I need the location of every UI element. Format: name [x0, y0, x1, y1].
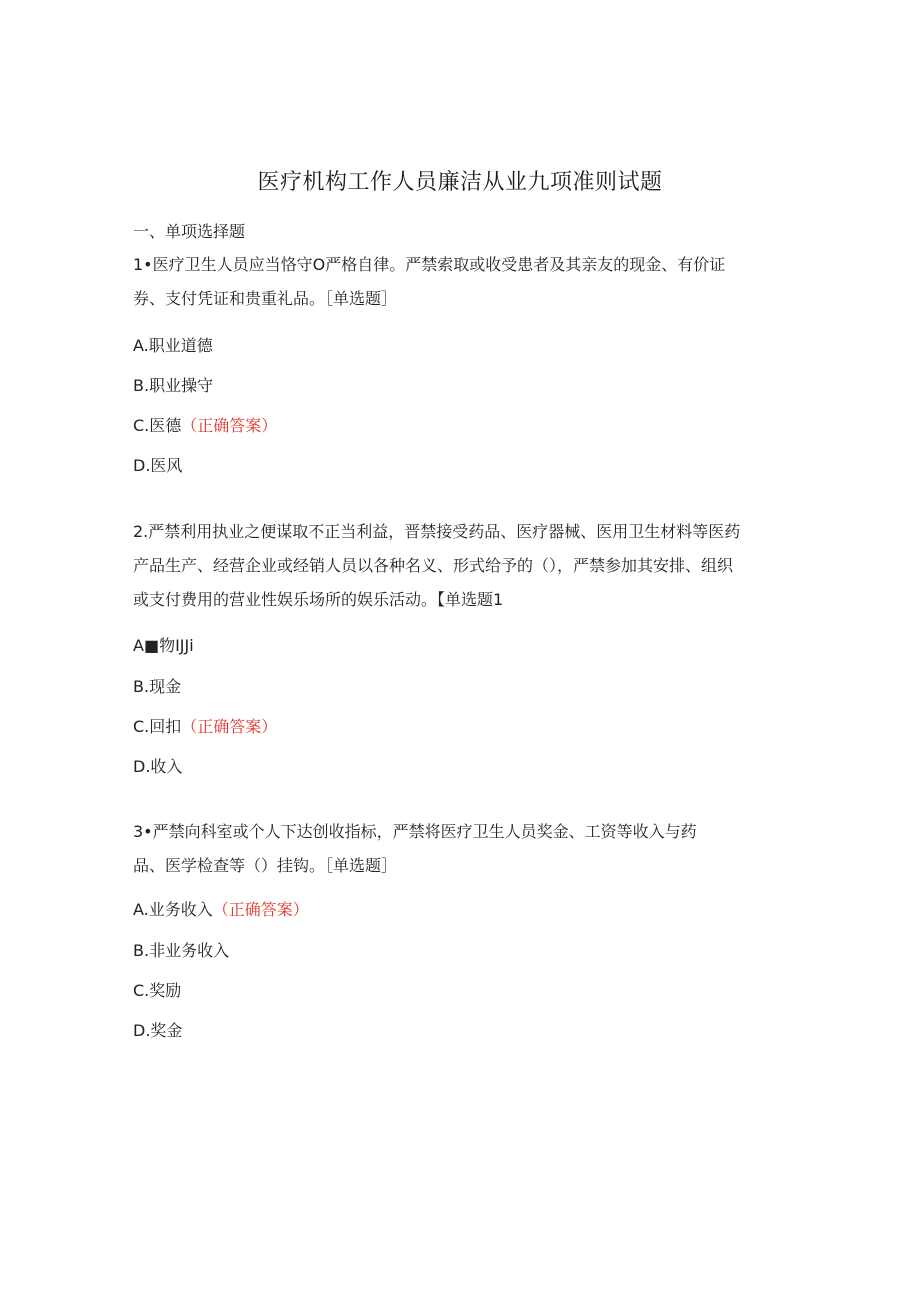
question-2-line-1: 2.严禁利用执业之便谋取不正当利益，晋禁接受药品、医疗器械、医用卫生材料等医药 [133, 522, 741, 541]
option-label: B.职业操守 [133, 376, 214, 395]
option-label: A.业务收入 [133, 900, 213, 919]
question-1-text [133, 248, 793, 316]
section-heading: 一、单项选择题 [133, 222, 246, 241]
question-3-text [133, 815, 793, 883]
option-label: A.职业道德 [133, 336, 213, 355]
correct-answer-mark: （正确答案） [181, 717, 278, 736]
option-label: B.非业务收入 [133, 941, 230, 960]
question-3-option-c [133, 979, 181, 1003]
question-2-line-3: 或支付费用的营业性娱乐场所的娱乐活动。【单选题1 [133, 590, 504, 609]
question-3-option-b [133, 939, 229, 963]
question-1-option-c [133, 414, 277, 438]
question-1-option-b [133, 374, 213, 398]
question-2-option-d [133, 755, 182, 779]
question-1-option-a [133, 334, 213, 358]
question-2-option-a [133, 634, 194, 658]
question-3-option-d [133, 1019, 182, 1043]
document-title: 医疗机构工作人员廉洁从业九项准则试题 [257, 170, 663, 195]
correct-answer-mark: （正确答案） [212, 900, 309, 919]
option-label: C.回扣 [133, 717, 182, 736]
question-2-option-c [133, 715, 277, 739]
option-label: C.医德 [133, 416, 182, 435]
option-label: A■物IJJi [133, 636, 194, 655]
question-3-option-a [133, 898, 309, 922]
question-3-line-1: 3•严禁向科室或个人下达创收指标，严禁将医疗卫生人员奖金、工资等收入与药 [133, 822, 697, 841]
correct-answer-mark: （正确答案） [181, 416, 278, 435]
option-label: C.奖励 [133, 981, 182, 1000]
option-label: D.收入 [133, 757, 183, 776]
option-label: D.医风 [133, 456, 183, 475]
question-1-line-1: 1•医疗卫生人员应当恪守O严格自律。严禁索取或收受患者及其亲友的现金、有价证 [133, 255, 726, 274]
question-2-option-b [133, 675, 181, 699]
question-2-line-2: 产品生产、经营企业或经销人员以各种名义、形式给予的（），严禁参加其安排、组织 [133, 556, 734, 575]
question-2-text [133, 515, 793, 617]
question-3-line-2: 品、医学检查等（）挂钩。［单选题］ [133, 856, 398, 875]
question-1-option-d [133, 454, 182, 478]
option-label: B.现金 [133, 677, 182, 696]
option-label: D.奖金 [133, 1021, 183, 1040]
question-1-line-2: 券、支付凭证和贵重礼品。［单选题］ [133, 289, 398, 308]
